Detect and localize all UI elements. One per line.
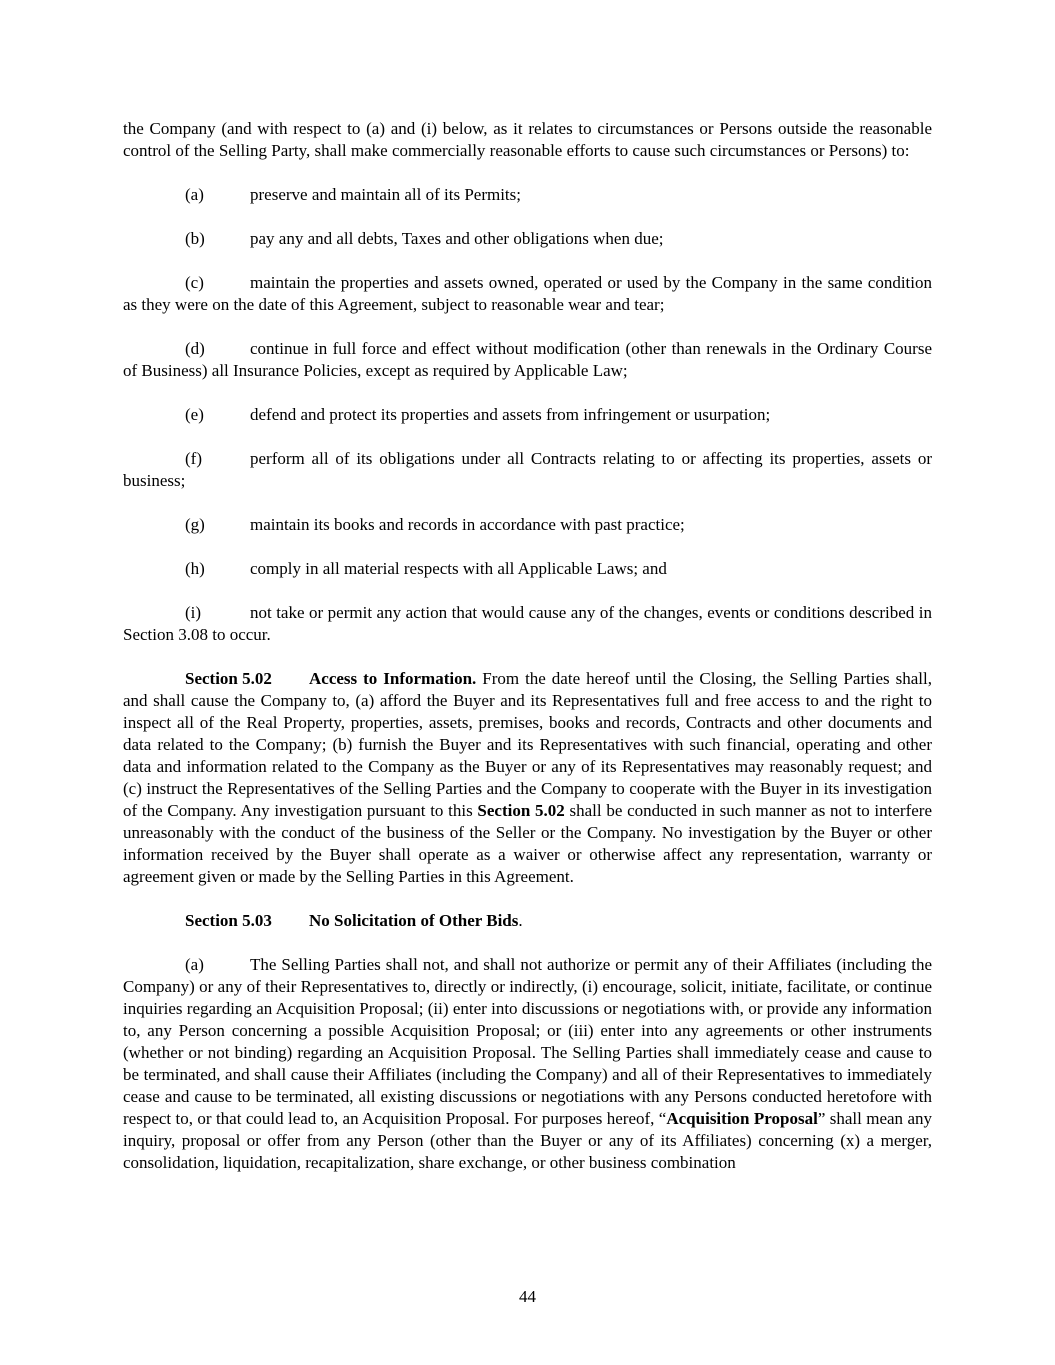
list-item (123, 228, 932, 250)
section-502-body-1: From the date hereof until the Closing, the Selling Parties shall, and shall cause the Company to, (a) afford the Buyer and its Representatives full and free access to and the right to inspect all of the Real Property, properties, assets, premises, books and records, Contracts and other documents and data related to the Company; (b) furnish the Buyer and its Representatives with such financial, operating and other data and information related to the Company as the Buyer or any of its Representatives may reasonably request; and (c) instruct the Representatives of the Selling Parties and the Company to cooperate with the Buyer in its investigation of the Company. Any investigation pursuant to this (123, 669, 932, 820)
list-item (123, 602, 932, 646)
section-503-title: No Solicitation of Other Bids (309, 911, 519, 930)
list-item-text: not take or permit any action that would cause any of the changes, events or conditions described in Section 3.08 to occur. (123, 603, 932, 644)
list-item-text: pay any and all debts, Taxes and other obligations when due; (250, 229, 664, 248)
section-502-title: Access to Information. (309, 669, 477, 688)
section-503-heading (123, 910, 932, 932)
list-item-label: (a) (185, 955, 204, 974)
list-item-label: (e) (185, 405, 204, 424)
list-item-label: (i) (185, 603, 202, 622)
section-503-item-a-bold-term: Acquisition Proposal (666, 1109, 818, 1128)
list-item-text: maintain the properties and assets owned, operated or used by the Company in the same condition as they were on the date of this Agreement, subject to reasonable wear and tear; (123, 273, 932, 314)
list-item-text: comply in all material respects with all Applicable Laws; and (250, 559, 667, 578)
list-item (123, 448, 932, 492)
list-item (123, 184, 932, 206)
list-item-text: continue in full force and effect without modification (other than renewals in the Ordinary Course of Business) all Insurance Policies, except as required by Applicable Law; (123, 339, 932, 380)
section-502-body-2: shall be conducted in such manner as not to interfere unreasonably with the conduct of the business of the Seller or the Company. No investigation by the Buyer or other information received by the Buyer shall operate as a waiver or otherwise affect any representation, warranty or agreement given or made by the Selling Parties in this Agreement. (123, 801, 932, 886)
section-503-item-a (123, 954, 932, 1174)
page-number: 44 (519, 1287, 536, 1306)
list-item (123, 514, 932, 536)
section-503-title-period: . (518, 911, 523, 930)
section-503-item-a-body-2: ” shall mean any inquiry, proposal or offer from any Person (other than the Buyer or any of its Affiliates) concerning (x) a merger, consolidation, liquidation, recapitalization, share exchange, or other business combination (123, 1109, 932, 1172)
list-item-text: defend and protect its properties and assets from infringement or usurpation; (250, 405, 771, 424)
list-item-label: (a) (185, 185, 204, 204)
list-item (123, 338, 932, 382)
list-item-label: (d) (185, 339, 205, 358)
list-item-text: preserve and maintain all of its Permits; (250, 185, 521, 204)
list-item-label: (g) (185, 515, 205, 534)
list-item-label: (f) (185, 449, 202, 468)
section-502-paragraph (123, 668, 932, 888)
list-item-text: maintain its books and records in accordance with past practice; (250, 515, 685, 534)
list-item (123, 404, 932, 426)
list-item (123, 272, 932, 316)
list-item-label: (c) (185, 273, 204, 292)
list-item-text: perform all of its obligations under all Contracts relating to or affecting its properties, assets or business; (123, 449, 932, 490)
section-503-number: Section 5.03 (185, 911, 272, 930)
list-item-label: (b) (185, 229, 205, 248)
section-502-bold-ref: Section 5.02 (477, 801, 565, 820)
list-item (123, 558, 932, 580)
intro-paragraph: the Company (and with respect to (a) and (i) below, as it relates to circumstances or Persons outside the reasonable control of the Selling Party, shall make commercially reasonable efforts to cause such circumstances or Persons) to: (123, 119, 932, 160)
section-502-number: Section 5.02 (185, 669, 272, 688)
list-item-label: (h) (185, 559, 205, 578)
section-503-item-a-body-1: The Selling Parties shall not, and shall not authorize or permit any of their Affiliates (including the Company) or any of their Representatives to, directly or indirectly, (i) encourage, solicit, initiate, facilitate, or continue inquiries regarding an Acquisition Proposal; (ii) enter into discussions or negotiations with, or provide any information to, any Person concerning a possible Acquisition Proposal; or (iii) enter into any agreements or other instruments (whether or not binding) regarding an Acquisition Proposal. The Selling Parties shall immediately cease and cause to be terminated, and shall cause their Affiliates (including the Company) and all of their Representatives to immediately cease and cause to be terminated, all existing discussions or negotiations with any Persons conducted heretofore with respect to, or that could lead to, an Acquisition Proposal. For purposes hereof, “ (123, 955, 932, 1128)
